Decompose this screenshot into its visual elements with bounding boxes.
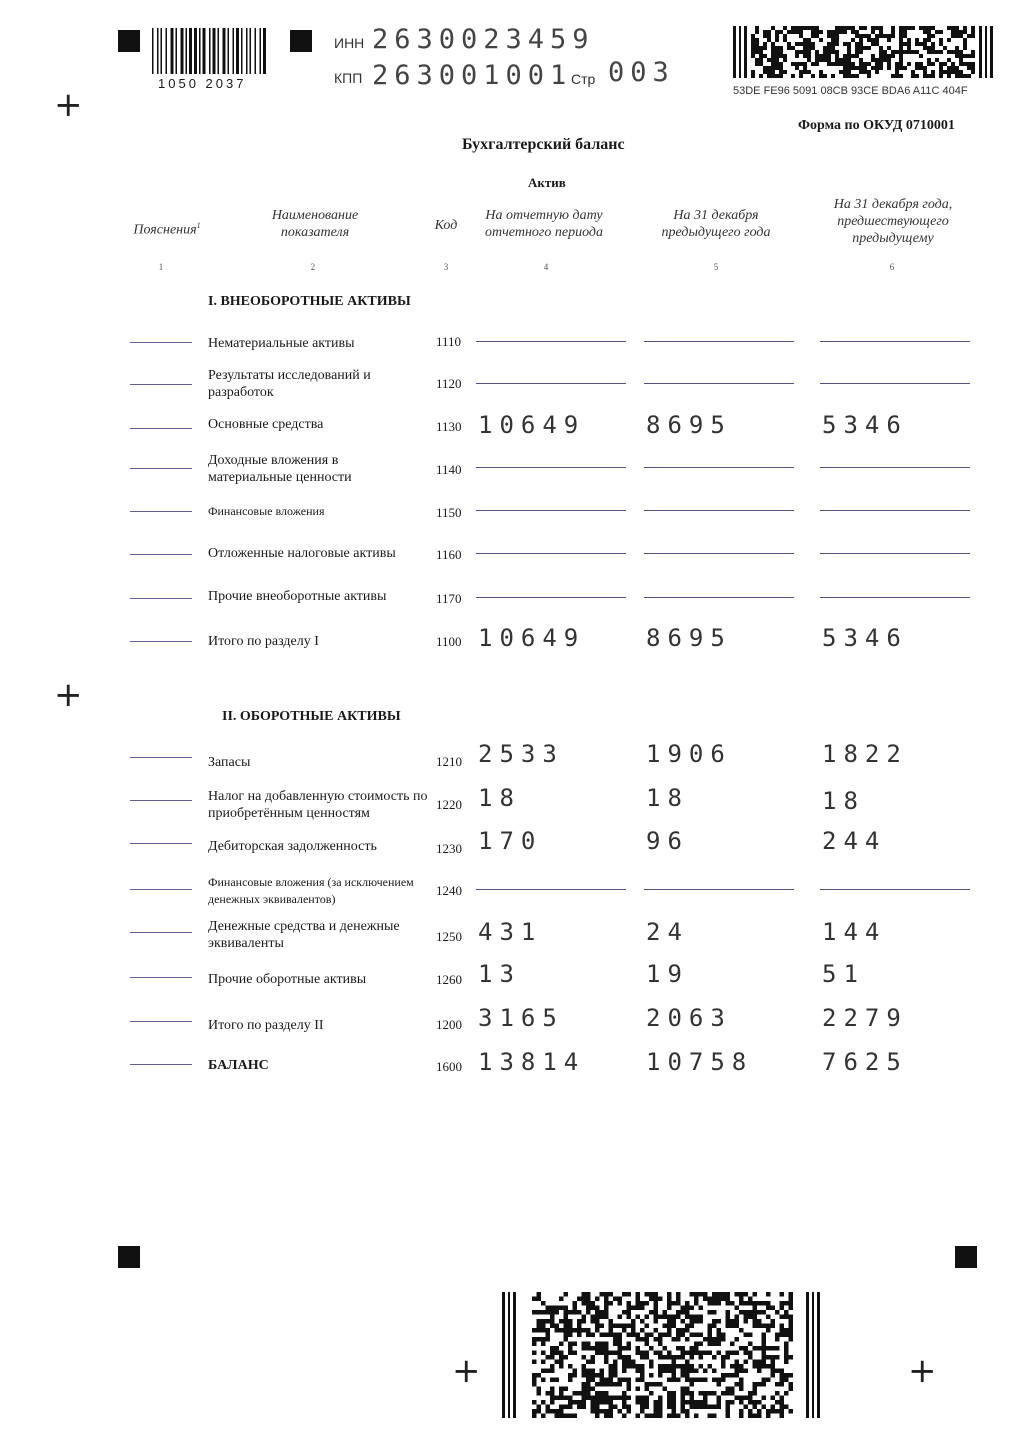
value-line: [644, 341, 794, 342]
row-code: 1130: [436, 419, 462, 434]
value-prev-prev-year: 2279: [822, 1004, 908, 1032]
value-prev-prev-year: 7625: [822, 1048, 908, 1076]
row-code: 1210: [436, 754, 462, 769]
datamatrix-code-image: [502, 1292, 820, 1418]
registration-square: [118, 30, 140, 52]
notes-line: [130, 342, 192, 343]
notes-line: [130, 977, 192, 978]
row-name: Результаты исследований и разработок: [208, 368, 371, 400]
notes-line: [130, 641, 192, 642]
notes-line: [130, 384, 192, 385]
value-prev-prev-year: 51: [822, 960, 865, 988]
value-line: [644, 383, 794, 384]
value-line: [820, 383, 970, 384]
value-prev-year: 24: [646, 918, 689, 946]
value-line: [644, 510, 794, 511]
column-header-name: Наименование показателя: [271, 208, 359, 240]
row-name: Доходные вложения в материальные ценности: [208, 453, 352, 485]
value-current: 10649: [478, 411, 586, 439]
value-line: [644, 467, 794, 468]
row-code: 1170: [436, 591, 462, 606]
barcode-image: [152, 28, 268, 74]
value-current: 2533: [478, 740, 564, 768]
row-code: 1160: [436, 547, 462, 562]
notes-line: [130, 843, 192, 844]
value-line: [644, 597, 794, 598]
notes-line: [130, 1021, 192, 1022]
value-line: [644, 889, 794, 890]
value-current: 13814: [478, 1048, 586, 1076]
row-code: 1240: [436, 883, 462, 898]
column-number: 5: [713, 262, 719, 272]
value-current: 3165: [478, 1004, 564, 1032]
row-name: Прочие внеоборотные активы: [208, 589, 387, 604]
value-current: 170: [478, 827, 543, 855]
value-current: 18: [478, 784, 521, 812]
notes-line: [130, 800, 192, 801]
row-name: Дебиторская задолженность: [208, 839, 377, 854]
notes-line: [130, 428, 192, 429]
value-prev-year: 18: [646, 784, 689, 812]
row-name: БАЛАНС: [208, 1058, 269, 1073]
value-prev-year: 2063: [646, 1004, 732, 1032]
value-prev-year: 10758: [646, 1048, 754, 1076]
value-current: 431: [478, 918, 543, 946]
page-label: Стр: [571, 71, 596, 87]
form-code: Форма по ОКУД 0710001: [798, 118, 955, 133]
column-number: 4: [543, 262, 549, 272]
row-name: Итого по разделу I: [208, 634, 319, 649]
row-code: 1110: [436, 334, 462, 349]
column-number: 1: [158, 262, 164, 272]
value-line: [476, 467, 626, 468]
notes-line: [130, 554, 192, 555]
document-title: Бухгалтерский баланс: [462, 136, 625, 153]
page-number: 003: [608, 57, 675, 88]
value-prev-prev-year: 5346: [822, 411, 908, 439]
column-header-prev-year: На 31 декабря предыдущего года: [661, 208, 771, 240]
notes-line: [130, 1064, 192, 1065]
crosshair-icon: +: [54, 85, 83, 125]
value-prev-year: 8695: [646, 624, 732, 652]
value-prev-prev-year: 144: [822, 918, 887, 946]
column-number: 6: [889, 262, 895, 272]
value-prev-prev-year: 244: [822, 827, 887, 855]
row-code: 1200: [436, 1017, 462, 1032]
row-name: Финансовые вложения: [208, 504, 325, 518]
crosshair-icon: +: [54, 675, 83, 715]
registration-square: [290, 30, 312, 52]
value-line: [820, 889, 970, 890]
value-prev-year: 8695: [646, 411, 732, 439]
inn-value: 2630023459: [372, 24, 595, 55]
value-line: [644, 553, 794, 554]
row-name: Финансовые вложения (за исключением денежных эквивалентов): [208, 875, 414, 906]
row-code: 1250: [436, 929, 462, 944]
barcode-number: 1050 2037: [158, 76, 247, 91]
notes-line: [130, 889, 192, 890]
row-code: 1100: [436, 634, 462, 649]
row-name: Налог на добавленную стоимость по приобретённым ценностям: [208, 789, 428, 821]
row-code: 1220: [436, 797, 462, 812]
value-line: [476, 383, 626, 384]
notes-line: [130, 468, 192, 469]
section-title: I. ВНЕОБОРОТНЫЕ АКТИВЫ: [208, 294, 411, 309]
kpp-value: 263001001: [372, 60, 573, 91]
value-line: [820, 553, 970, 554]
value-prev-prev-year: 5346: [822, 624, 908, 652]
value-prev-prev-year: 18: [822, 787, 865, 815]
column-number: 3: [443, 262, 449, 272]
row-code: 1600: [436, 1059, 462, 1074]
row-name: Нематериальные активы: [208, 336, 355, 351]
value-prev-year: 19: [646, 960, 689, 988]
registration-square: [955, 1246, 977, 1268]
row-code: 1140: [436, 462, 462, 477]
row-code: 1260: [436, 972, 462, 987]
row-name: Денежные средства и денежные эквиваленты: [208, 919, 400, 951]
value-prev-year: 96: [646, 827, 689, 855]
row-name: Прочие оборотные активы: [208, 972, 367, 987]
column-header-current: На отчетную дату отчетного периода: [485, 208, 603, 240]
value-line: [476, 889, 626, 890]
value-current: 10649: [478, 624, 586, 652]
registration-square: [118, 1246, 140, 1268]
value-line: [476, 597, 626, 598]
column-header-code: Код: [434, 218, 458, 233]
notes-line: [130, 598, 192, 599]
datamatrix-code-image: [733, 26, 993, 78]
notes-line: [130, 511, 192, 512]
section-title: II. ОБОРОТНЫЕ АКТИВЫ: [222, 709, 401, 724]
crosshair-icon: +: [452, 1351, 481, 1391]
value-line: [820, 467, 970, 468]
column-number: 2: [310, 262, 316, 272]
row-name: Итого по разделу II: [208, 1018, 324, 1033]
column-header-prev-prev-year: На 31 декабря года, предшествующего предыдущему: [833, 197, 953, 246]
crosshair-icon: +: [908, 1351, 937, 1391]
column-header-notes: Пояснения$^1$: [133, 221, 201, 238]
inn-label: ИНН: [334, 35, 365, 51]
row-code: 1230: [436, 841, 462, 856]
row-code: 1150: [436, 505, 462, 520]
value-line: [820, 341, 970, 342]
value-line: [476, 341, 626, 342]
notes-line: [130, 932, 192, 933]
value-current: 13: [478, 960, 521, 988]
row-name: Запасы: [208, 755, 251, 770]
value-prev-year: 1906: [646, 740, 732, 768]
value-line: [820, 510, 970, 511]
row-name: Основные средства: [208, 417, 324, 432]
value-line: [476, 510, 626, 511]
notes-line: [130, 757, 192, 758]
value-line: [476, 553, 626, 554]
value-prev-prev-year: 1822: [822, 740, 908, 768]
kpp-label: КПП: [334, 70, 363, 86]
document-hash: 53DE FE96 5091 08CB 93CE BDA6 A11C 404F: [733, 85, 968, 97]
row-code: 1120: [436, 376, 462, 391]
row-name: Отложенные налоговые активы: [208, 546, 396, 561]
value-line: [820, 597, 970, 598]
document-subtitle: Актив: [528, 175, 566, 190]
